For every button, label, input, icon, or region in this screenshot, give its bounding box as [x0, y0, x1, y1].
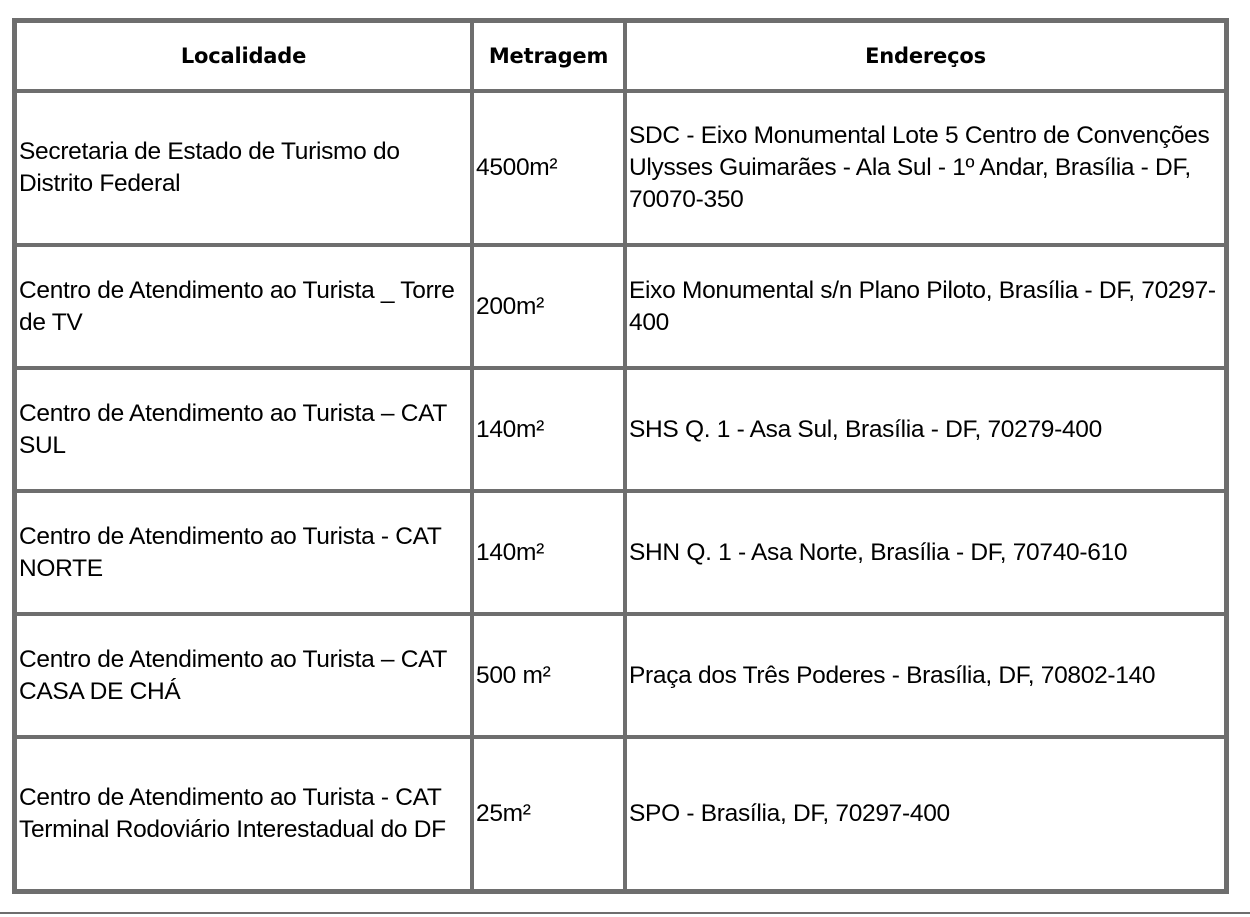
cell-endereco: Eixo Monumental s/n Plano Piloto, Brasília - DF, 70297-400 — [625, 245, 1226, 368]
table-row — [15, 245, 1226, 368]
cell-metragem: 200m² — [472, 245, 625, 368]
cell-localidade: Centro de Atendimento ao Turista _ Torre de TV — [15, 245, 472, 368]
cell-localidade: Centro de Atendimento ao Turista - CAT NORTE — [15, 491, 472, 614]
cell-localidade: Centro de Atendimento ao Turista – CAT SUL — [15, 368, 472, 491]
cell-localidade: Secretaria de Estado de Turismo do Distrito Federal — [15, 91, 472, 245]
cell-endereco: SDC - Eixo Monumental Lote 5 Centro de Convenções Ulysses Guimarães - Ala Sul - 1º Andar, Brasília - DF, 70070-350 — [625, 91, 1226, 245]
table-row — [15, 491, 1226, 614]
cell-endereco: SHN Q. 1 - Asa Norte, Brasília - DF, 70740-610 — [625, 491, 1226, 614]
locations-table — [12, 18, 1229, 894]
cell-metragem: 500 m² — [472, 614, 625, 737]
table-row — [15, 91, 1226, 245]
table-row — [15, 368, 1226, 491]
header-metragem: Metragem — [472, 21, 625, 91]
locations-table-container — [12, 18, 1229, 894]
table-row — [15, 614, 1226, 737]
header-localidade: Localidade — [15, 21, 472, 91]
cell-metragem: 140m² — [472, 368, 625, 491]
cell-metragem: 4500m² — [472, 91, 625, 245]
cell-localidade: Centro de Atendimento ao Turista - CAT Terminal Rodoviário Interestadual do DF — [15, 737, 472, 891]
cell-endereco: Praça dos Três Poderes - Brasília, DF, 70802-140 — [625, 614, 1226, 737]
page-bottom-divider — [0, 912, 1250, 914]
cell-endereco: SPO - Brasília, DF, 70297-400 — [625, 737, 1226, 891]
header-enderecos: Endereços — [625, 21, 1226, 91]
table-header-row — [15, 21, 1226, 91]
table-row — [15, 737, 1226, 891]
cell-metragem: 140m² — [472, 491, 625, 614]
cell-localidade: Centro de Atendimento ao Turista – CAT CASA DE CHÁ — [15, 614, 472, 737]
cell-endereco: SHS Q. 1 - Asa Sul, Brasília - DF, 70279-400 — [625, 368, 1226, 491]
cell-metragem: 25m² — [472, 737, 625, 891]
